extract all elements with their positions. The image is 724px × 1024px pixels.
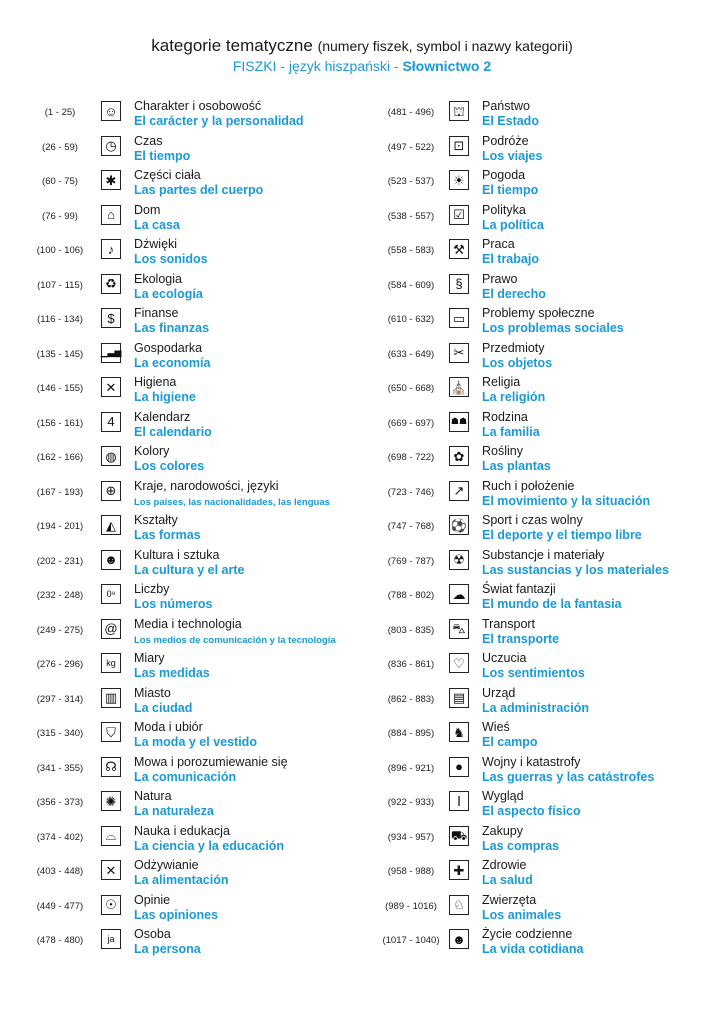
category-name-polish: Opinie xyxy=(134,892,171,907)
clock-icon: ◷ xyxy=(101,136,121,156)
category-row xyxy=(30,96,370,131)
card-range: (403 - 448) xyxy=(36,866,84,877)
hospital-bed-icon: ✚ xyxy=(449,860,469,880)
strike-sign-icon: ▭ xyxy=(449,308,469,328)
category-name-spanish: El calendario xyxy=(134,424,212,439)
category-name-polish: Moda i ubiór xyxy=(134,720,203,734)
category-row xyxy=(378,683,718,718)
shirt-icon: ⛉ xyxy=(101,722,121,742)
category-name-spanish: Los sentimientos xyxy=(482,666,585,680)
category-name-spanish: La casa xyxy=(134,217,180,232)
elephant-icon: ♘ xyxy=(449,895,469,915)
card-range: (803 - 835) xyxy=(387,624,435,636)
card-range: (356 - 373) xyxy=(36,797,84,808)
category-name-polish: Transport xyxy=(482,616,536,631)
card-range: (232 - 248) xyxy=(36,590,84,601)
card-range: (297 - 314) xyxy=(36,693,84,705)
fork-knife-icon: ✕ xyxy=(101,860,121,880)
city-buildings-icon: ▥ xyxy=(101,688,121,708)
category-name-spanish: Las formas xyxy=(134,528,201,542)
category-row xyxy=(30,648,370,683)
category-name-spanish: Los números xyxy=(134,597,213,611)
category-name-polish: Gospodarka xyxy=(134,340,203,355)
category-row xyxy=(378,924,718,959)
category-name-spanish: El tiempo xyxy=(134,148,191,163)
category-name-polish: Pogoda xyxy=(482,168,526,182)
category-name-spanish: El transporte xyxy=(482,631,560,646)
category-row xyxy=(378,234,718,269)
card-range: (135 - 145) xyxy=(36,348,84,360)
card-range: (1 - 25) xyxy=(44,107,76,118)
category-row xyxy=(30,579,370,614)
card-range: (958 - 988) xyxy=(387,866,435,877)
card-range: (156 - 161) xyxy=(36,417,84,429)
title-main: kategorie tematyczne xyxy=(151,36,313,55)
category-name-polish: Zwierzęta xyxy=(482,892,537,907)
category-column-left xyxy=(30,96,370,959)
card-range: (202 - 231) xyxy=(36,555,84,567)
category-name-spanish: El trabajo xyxy=(482,252,539,266)
toothbrush-icon: ✕ xyxy=(101,377,121,397)
category-name-polish: Podróże xyxy=(482,133,529,148)
category-row xyxy=(30,372,370,407)
card-range: (341 - 355) xyxy=(36,762,84,774)
category-name-polish: Wojny i katastrofy xyxy=(482,754,581,769)
category-name-spanish: Las guerras y las catástrofes xyxy=(482,769,655,784)
category-name-polish: Odżywianie xyxy=(134,858,199,872)
category-name-polish: Substancje i materiały xyxy=(482,547,605,562)
category-name-spanish: El Estado xyxy=(482,114,539,128)
card-range: (194 - 201) xyxy=(36,521,84,532)
category-name-polish: Charakter i osobowość xyxy=(134,99,262,113)
category-name-polish: Religia xyxy=(482,375,521,389)
card-range: (523 - 537) xyxy=(387,176,435,187)
category-row xyxy=(30,855,370,890)
card-range: (276 - 296) xyxy=(36,659,84,670)
category-name-spanish: La familia xyxy=(482,424,540,439)
numbers-icon: 0⁹ xyxy=(101,584,121,604)
category-row xyxy=(30,545,370,580)
category-name-spanish: El tiempo xyxy=(482,183,539,197)
card-range: (1017 - 1040) xyxy=(382,935,440,946)
person-height-icon: Ⅰ xyxy=(449,791,469,811)
category-name-polish: Kalendarz xyxy=(134,409,191,424)
category-name-spanish: Las partes del cuerpo xyxy=(134,183,264,197)
family-icon: ☗☗ xyxy=(449,412,469,432)
category-name-polish: Natura xyxy=(134,789,172,803)
category-name-polish: Dźwięki xyxy=(134,237,178,251)
category-name-spanish: Las opiniones xyxy=(134,907,219,922)
ballot-box-icon: ☑ xyxy=(449,205,469,225)
card-range: (249 - 275) xyxy=(36,624,84,636)
category-row xyxy=(30,441,370,476)
card-range: (374 - 402) xyxy=(36,831,84,843)
category-name-polish: Polityka xyxy=(482,202,526,217)
category-row xyxy=(30,821,370,856)
category-name-spanish: Los medios de comunicación y la tecnología xyxy=(134,634,336,646)
category-name-polish: Wygląd xyxy=(482,789,524,803)
category-name-polish: Wieś xyxy=(482,720,510,734)
category-row xyxy=(30,510,370,545)
category-row xyxy=(378,476,718,511)
ja-text-icon: ja xyxy=(101,929,121,949)
card-range: (989 - 1016) xyxy=(385,900,437,912)
dollar-icon: $ xyxy=(101,308,121,328)
category-name-polish: Kraje, narodowości, języki xyxy=(134,478,279,493)
category-name-polish: Kolory xyxy=(134,444,170,458)
runner-icon: ⚽ xyxy=(449,515,469,535)
page-subtitle xyxy=(0,57,724,75)
category-row xyxy=(378,890,718,925)
category-row xyxy=(378,407,718,442)
category-name-spanish: La administración xyxy=(482,700,589,715)
category-name-spanish: La religión xyxy=(482,390,546,404)
category-row xyxy=(378,303,718,338)
card-range: (633 - 649) xyxy=(387,348,435,360)
category-name-spanish: Las medidas xyxy=(134,666,210,680)
category-name-polish: Liczby xyxy=(134,582,170,596)
card-range: (558 - 583) xyxy=(387,245,435,256)
category-name-spanish: El derecho xyxy=(482,286,546,301)
category-name-polish: Państwo xyxy=(482,99,530,113)
category-row xyxy=(378,510,718,545)
card-range: (315 - 340) xyxy=(36,728,84,739)
radioactive-jar-icon: ☢ xyxy=(449,550,469,570)
category-name-polish: Mowa i porozumiewanie się xyxy=(134,754,288,769)
category-row xyxy=(30,303,370,338)
shopping-cart-icon: ⛟ xyxy=(449,826,469,846)
category-name-spanish: La ciudad xyxy=(134,700,193,715)
bomb-icon: ● xyxy=(449,757,469,777)
category-row xyxy=(378,200,718,235)
card-range: (584 - 609) xyxy=(387,279,435,291)
category-row xyxy=(378,614,718,649)
category-name-spanish: Las finanzas xyxy=(134,321,210,335)
house-icon: ⌂ xyxy=(101,205,121,225)
card-range: (497 - 522) xyxy=(387,141,435,153)
card-range: (723 - 746) xyxy=(387,486,435,498)
category-name-polish: Zdrowie xyxy=(482,858,527,872)
government-building-icon: ⛫ xyxy=(449,101,469,121)
category-name-spanish: La salud xyxy=(482,873,533,887)
category-row xyxy=(30,165,370,200)
card-range: (747 - 768) xyxy=(387,521,435,532)
masks-icon: ☺ xyxy=(101,101,121,121)
category-name-spanish: El deporte y el tiempo libre xyxy=(482,528,642,542)
category-name-spanish: Las plantas xyxy=(482,459,551,473)
card-range: (478 - 480) xyxy=(36,935,84,946)
category-name-spanish: La vida cotidiana xyxy=(482,942,584,956)
page-title xyxy=(0,36,724,56)
category-row xyxy=(30,269,370,304)
weight-kg-icon: kg xyxy=(101,653,121,673)
weather-sun-icon: ☀ xyxy=(449,170,469,190)
category-row xyxy=(30,200,370,235)
category-name-spanish: La comunicación xyxy=(134,769,237,784)
category-name-spanish: La alimentación xyxy=(134,873,229,887)
card-range: (60 - 75) xyxy=(42,176,78,187)
category-row xyxy=(378,131,718,166)
card-range: (650 - 668) xyxy=(387,383,435,394)
category-name-spanish: Las sustancias y los materiales xyxy=(482,562,669,577)
card-range: (76 - 99) xyxy=(42,210,78,222)
category-name-spanish: La ecología xyxy=(134,286,203,301)
category-name-spanish: La política xyxy=(482,217,544,232)
category-name-polish: Dom xyxy=(134,202,161,217)
category-row xyxy=(378,821,718,856)
category-name-polish: Higiena xyxy=(134,375,177,389)
graduation-cap-icon: ⌓ xyxy=(101,826,121,846)
category-row xyxy=(30,407,370,442)
document-icon: ▤ xyxy=(449,688,469,708)
category-row xyxy=(378,648,718,683)
category-name-polish: Nauka i edukacja xyxy=(134,823,230,838)
category-name-spanish: Las compras xyxy=(482,838,560,853)
category-row xyxy=(30,234,370,269)
at-sign-icon: @ xyxy=(101,619,121,639)
ghost-icon: ☁ xyxy=(449,584,469,604)
category-name-spanish: El aspecto físico xyxy=(482,804,581,818)
category-name-polish: Świat fantazji xyxy=(482,582,556,596)
category-row xyxy=(378,579,718,614)
card-range: (934 - 957) xyxy=(387,831,435,843)
category-name-polish: Kształty xyxy=(134,513,178,527)
category-row xyxy=(30,338,370,373)
category-row xyxy=(378,855,718,890)
category-name-spanish: La higiene xyxy=(134,390,196,404)
category-name-polish: Rośliny xyxy=(482,444,523,458)
category-row xyxy=(378,96,718,131)
category-name-spanish: Los problemas sociales xyxy=(482,321,624,335)
card-range: (836 - 861) xyxy=(387,659,435,670)
church-icon: ⛪ xyxy=(449,377,469,397)
card-range: (896 - 921) xyxy=(387,762,435,774)
category-row xyxy=(30,924,370,959)
card-range: (788 - 802) xyxy=(387,590,435,601)
category-name-polish: Finanse xyxy=(134,306,179,320)
category-name-spanish: La persona xyxy=(134,942,201,956)
card-range: (610 - 632) xyxy=(387,314,435,325)
heart-icon: ♡ xyxy=(449,653,469,673)
speaking-head-icon: ☊ xyxy=(101,757,121,777)
category-name-polish: Problemy społeczne xyxy=(482,306,595,320)
category-name-spanish: Los países, las nacionalidades, las lenguas xyxy=(134,496,330,508)
card-range: (100 - 106) xyxy=(36,245,84,256)
category-name-spanish: Los sonidos xyxy=(134,252,208,266)
category-name-spanish: El movimiento y la situación xyxy=(482,493,651,508)
card-range: (481 - 496) xyxy=(387,107,435,118)
category-name-spanish: La naturaleza xyxy=(134,804,214,818)
card-range: (449 - 477) xyxy=(36,900,84,912)
globe-icon: ⊕ xyxy=(101,481,121,501)
card-range: (116 - 134) xyxy=(37,314,83,325)
category-row xyxy=(30,717,370,752)
category-row xyxy=(378,372,718,407)
title-note: (numery fiszek, symbol i nazwy kategorii) xyxy=(317,38,573,54)
sun-flower-icon: ✺ xyxy=(101,791,121,811)
category-row xyxy=(30,476,370,511)
category-name-polish: Miasto xyxy=(134,685,171,700)
face-icon: ☻ xyxy=(449,929,469,949)
category-name-polish: Przedmioty xyxy=(482,340,545,355)
category-row xyxy=(30,131,370,166)
workers-icon: ⚒ xyxy=(449,239,469,259)
category-name-polish: Praca xyxy=(482,237,515,251)
category-row xyxy=(378,441,718,476)
category-row xyxy=(378,786,718,821)
category-name-polish: Części ciała xyxy=(134,168,201,182)
category-row xyxy=(378,545,718,580)
category-row xyxy=(30,614,370,649)
card-range: (669 - 697) xyxy=(387,417,435,429)
head-thinking-icon: ☉ xyxy=(101,895,121,915)
category-row xyxy=(378,338,718,373)
calendar-icon: 4 xyxy=(101,412,121,432)
suitcase-icon: ⊡ xyxy=(449,136,469,156)
bar-chart-icon: ▁▃▅ xyxy=(101,343,121,363)
card-range: (769 - 787) xyxy=(387,555,435,567)
category-name-spanish: Los viajes xyxy=(482,148,543,163)
category-name-spanish: El mundo de la fantasia xyxy=(482,597,622,611)
category-name-polish: Zakupy xyxy=(482,823,523,838)
card-range: (26 - 59) xyxy=(42,141,78,153)
category-row xyxy=(30,683,370,718)
category-name-spanish: La cultura y el arte xyxy=(134,562,245,577)
category-column-right xyxy=(378,96,718,959)
category-name-polish: Życie codzienne xyxy=(482,927,573,941)
category-name-spanish: La moda y el vestido xyxy=(134,735,257,749)
category-name-polish: Czas xyxy=(134,133,163,148)
category-name-polish: Osoba xyxy=(134,927,171,941)
category-row xyxy=(30,786,370,821)
rooster-icon: ♞ xyxy=(449,722,469,742)
recycling-bin-icon: ♻ xyxy=(101,274,121,294)
category-row xyxy=(378,752,718,787)
subtitle-bold: Słownictwo 2 xyxy=(402,58,492,74)
music-note-icon: ♪ xyxy=(101,239,121,259)
category-name-spanish: La economía xyxy=(134,355,211,370)
category-name-spanish: Los objetos xyxy=(482,355,553,370)
card-range: (538 - 557) xyxy=(387,210,435,222)
movement-icon: ↗ xyxy=(449,481,469,501)
category-name-polish: Ekologia xyxy=(134,271,182,286)
shapes-icon: ◭ xyxy=(101,515,121,535)
card-range: (167 - 193) xyxy=(36,486,84,498)
category-row xyxy=(30,890,370,925)
card-range: (922 - 933) xyxy=(387,797,435,808)
category-row xyxy=(378,165,718,200)
card-range: (107 - 115) xyxy=(37,279,83,291)
category-row xyxy=(378,717,718,752)
subtitle-prefix: FISZKI - język hiszpański - xyxy=(232,58,403,74)
flower-icon: ✿ xyxy=(449,446,469,466)
card-range: (146 - 155) xyxy=(36,383,84,394)
category-name-polish: Miary xyxy=(134,651,165,665)
paragraph-icon: § xyxy=(449,274,469,294)
category-row xyxy=(30,752,370,787)
card-range: (884 - 895) xyxy=(387,728,435,739)
category-name-polish: Prawo xyxy=(482,271,518,286)
category-name-spanish: Los colores xyxy=(134,459,205,473)
category-name-spanish: Los animales xyxy=(482,907,562,922)
palette-icon: ◍ xyxy=(101,446,121,466)
card-range: (162 - 166) xyxy=(36,452,84,463)
car-icon: ⛍ xyxy=(449,619,469,639)
category-row xyxy=(378,269,718,304)
card-range: (698 - 722) xyxy=(387,452,435,463)
category-name-polish: Sport i czas wolny xyxy=(482,513,583,527)
category-name-spanish: El campo xyxy=(482,735,538,749)
category-name-polish: Uczucia xyxy=(482,651,527,665)
category-name-polish: Kultura i sztuka xyxy=(134,547,220,562)
page-header xyxy=(0,36,724,75)
human-figure-icon: ✱ xyxy=(101,170,121,190)
card-range: (862 - 883) xyxy=(387,693,435,705)
scissors-icon: ✂ xyxy=(449,343,469,363)
category-name-polish: Urząd xyxy=(482,685,516,700)
theatre-masks-icon: ☻ xyxy=(101,550,121,570)
category-name-polish: Rodzina xyxy=(482,409,528,424)
category-name-spanish: La ciencia y la educación xyxy=(134,838,285,853)
category-name-polish: Ruch i położenie xyxy=(482,478,575,493)
category-name-spanish: El carácter y la personalidad xyxy=(134,114,304,128)
category-name-polish: Media i technologia xyxy=(134,616,242,631)
